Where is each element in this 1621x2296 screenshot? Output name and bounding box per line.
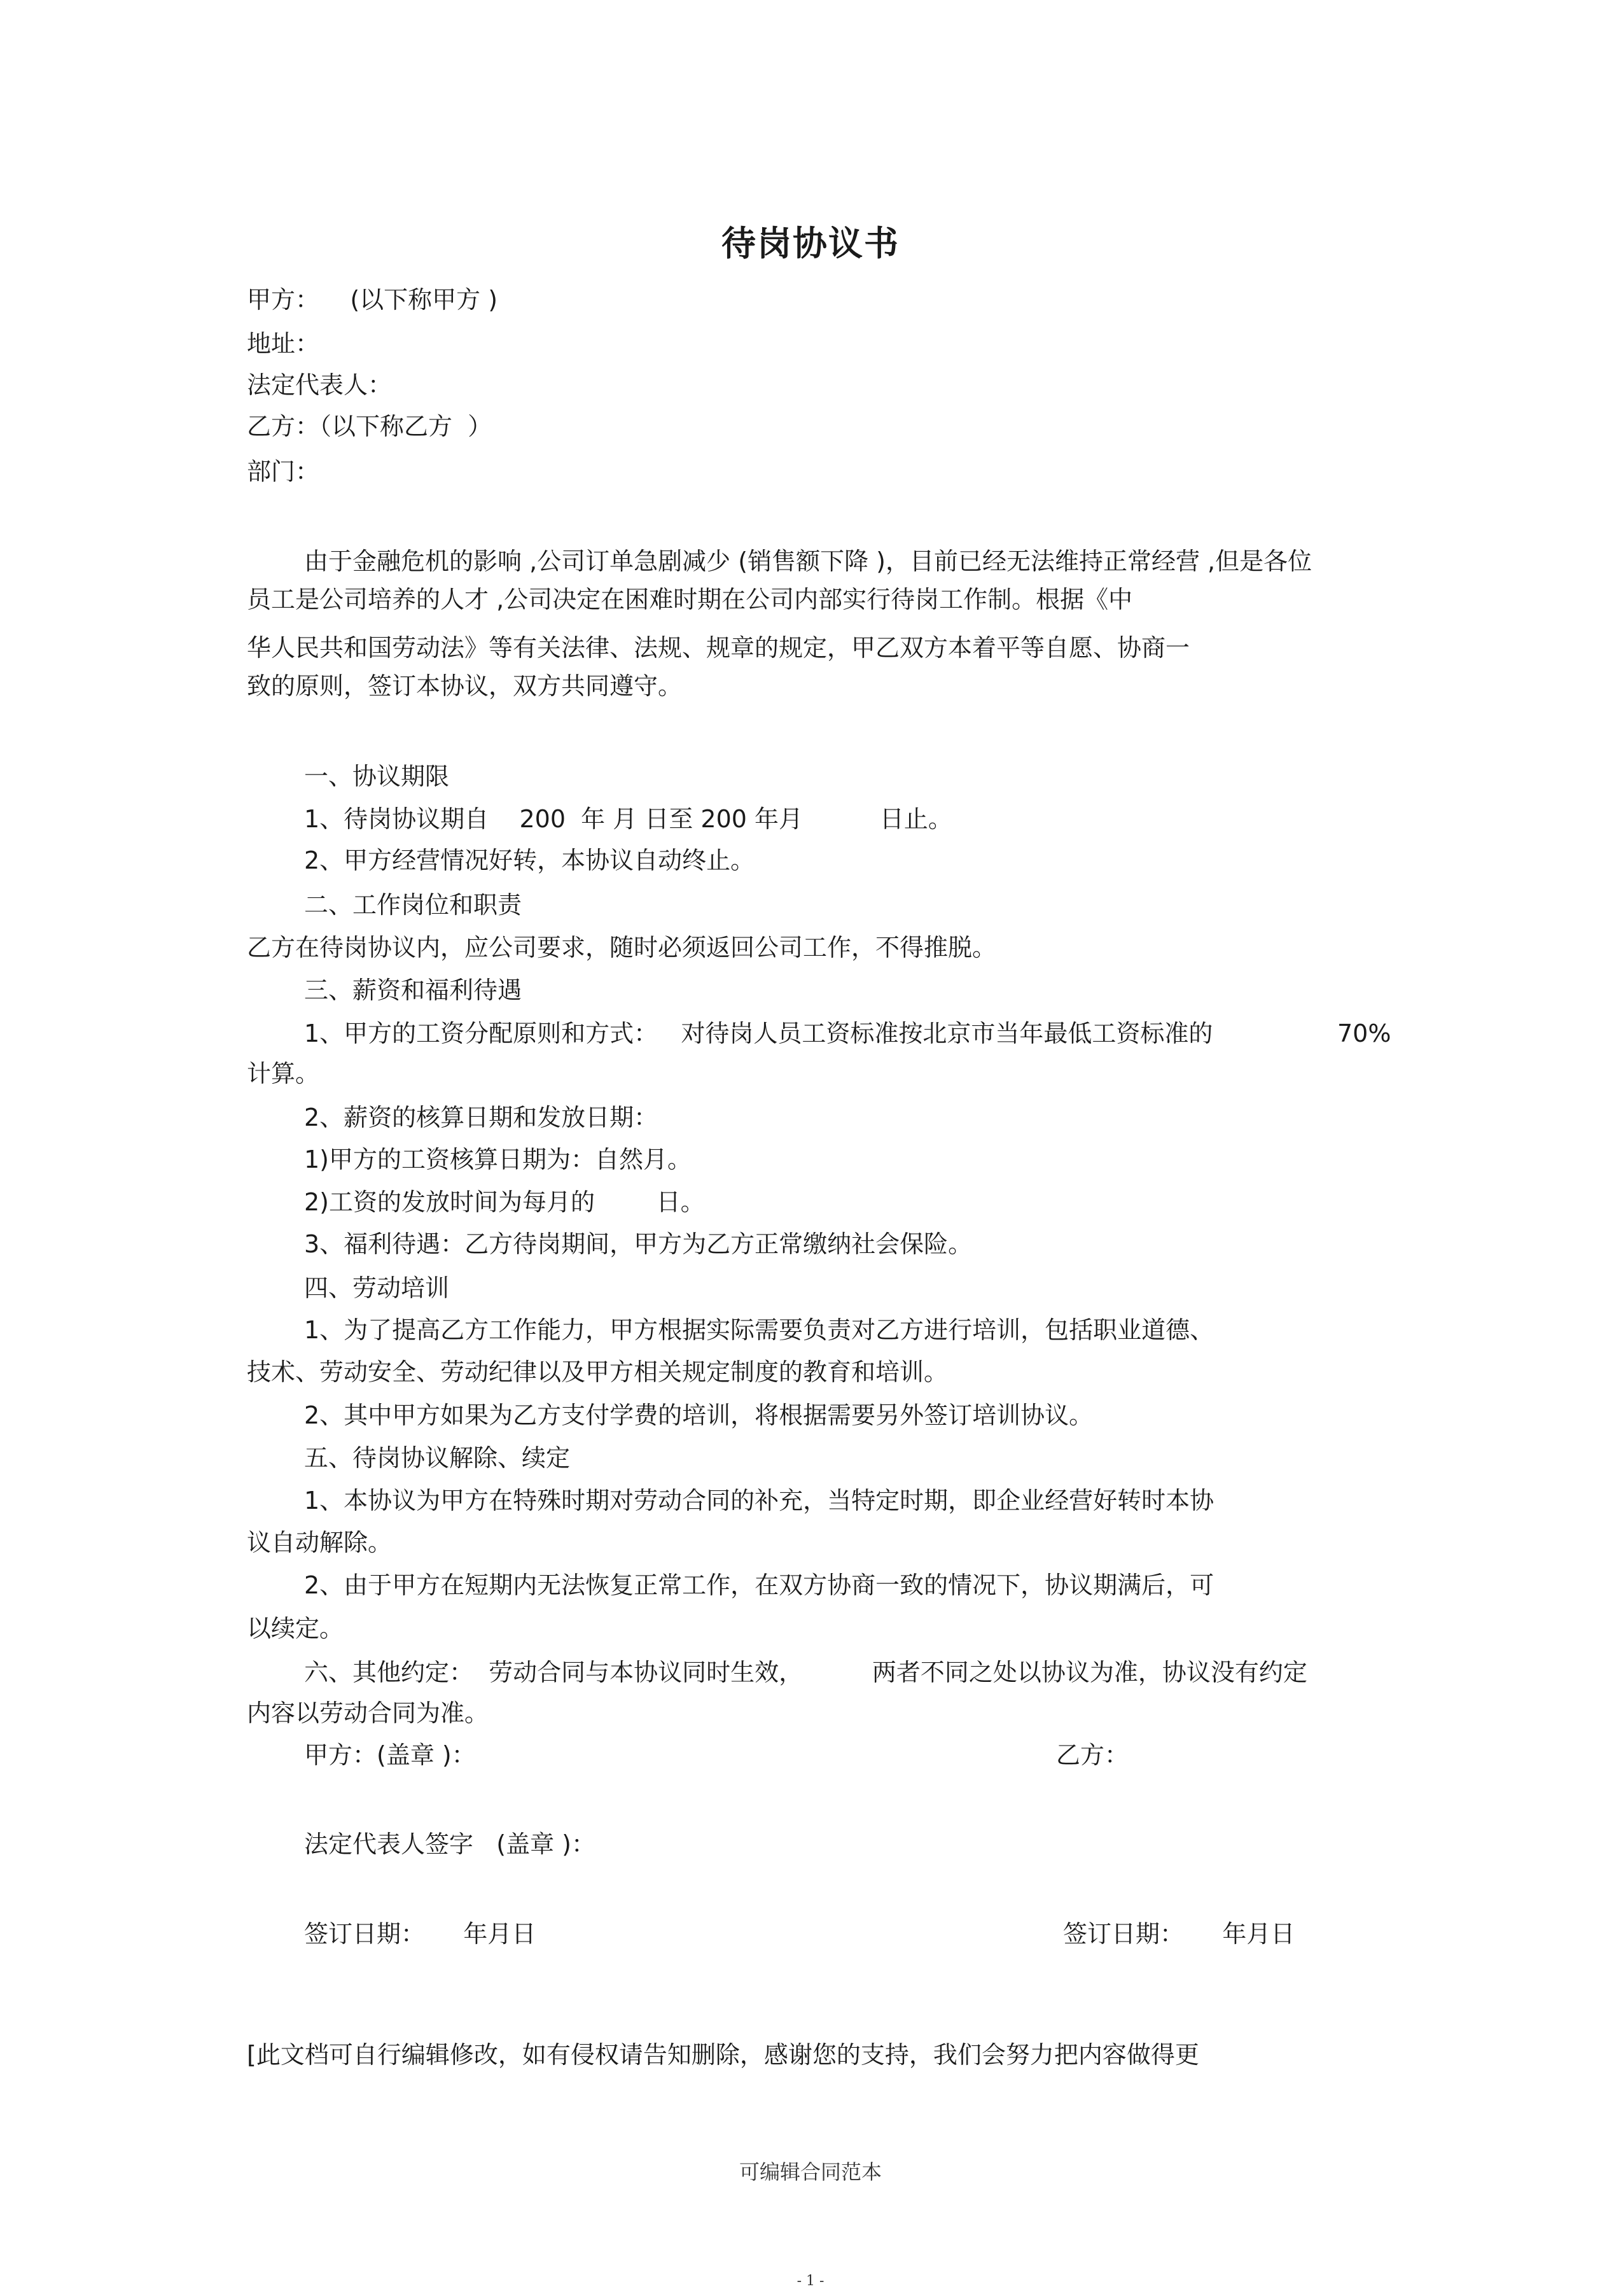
- intro-line-2: 员工是公司培养的人才 ,公司决定在困难时期在公司内部实行待岗工作制。根据《中: [247, 585, 1133, 613]
- section-6-line-a: 六、其他约定： 劳动合同与本协议同时生效， 两者不同之处以协议为准，协议没有约定: [304, 1658, 1307, 1686]
- department-line: 部门：: [247, 458, 320, 486]
- party-a-seal: 甲方：(盖章 )：: [304, 1741, 476, 1769]
- section-5-item-2a: 2、由于甲方在短期内无法恢复正常工作，在双方协商一致的情况下，协议期满后，可: [304, 1571, 1214, 1599]
- section-1-item-1: 1、待岗协议期自 200 年 月 日至 200 年月 日止。: [304, 805, 952, 833]
- section-3-item-3: 3、福利待遇：乙方待岗期间，甲方为乙方正常缴纳社会保险。: [304, 1230, 973, 1258]
- section-3-item-2: 2、薪资的核算日期和发放日期：: [304, 1103, 658, 1131]
- section-5-item-1a: 1、本协议为甲方在特殊时期对劳动合同的补充，当特定时期，即企业经营好转时本协: [304, 1487, 1214, 1515]
- section-3-item-1a: 1、甲方的工资分配原则和方式： 对待岗人员工资标准按北京市当年最低工资标准的: [304, 1019, 1213, 1047]
- sign-date-b: 签订日期： 年月日: [1063, 1920, 1295, 1948]
- party-a-line: 甲方： (以下称甲方 ): [247, 286, 498, 314]
- document-title: 待岗协议书: [721, 223, 900, 263]
- section-4-title: 四、劳动培训: [304, 1274, 450, 1302]
- section-4-item-1a: 1、为了提高乙方工作能力，甲方根据实际需要负责对乙方进行培训，包括职业道德、: [304, 1316, 1214, 1344]
- section-5-item-1b: 议自动解除。: [247, 1529, 393, 1557]
- section-1-item-2: 2、甲方经营情况好转，本协议自动终止。: [304, 846, 755, 874]
- section-3-title: 三、薪资和福利待遇: [304, 976, 522, 1004]
- section-5-item-2b: 以续定。: [247, 1614, 344, 1642]
- section-5-title: 五、待岗协议解除、续定: [304, 1444, 571, 1472]
- legal-rep-line: 法定代表人：: [247, 371, 393, 399]
- sign-date-a: 签订日期： 年月日: [304, 1920, 536, 1948]
- section-3-item-1b: 计算。: [247, 1060, 320, 1088]
- section-3-item-2-1: 1)甲方的工资核算日期为：自然月。: [304, 1145, 692, 1173]
- page-number: - 1 -: [797, 2273, 824, 2289]
- section-3-item-2-2: 2)工资的发放时间为每月的 日。: [304, 1188, 705, 1216]
- section-2-title: 二、工作岗位和职责: [304, 891, 522, 919]
- address-line: 地址：: [247, 330, 320, 358]
- party-b-sign: 乙方：: [1056, 1741, 1129, 1769]
- footer-label: 可编辑合同范本: [739, 2160, 882, 2184]
- section-1-title: 一、协议期限: [304, 762, 450, 790]
- intro-line-1: 由于金融危机的影响 ,公司订单急剧减少 (销售额下降 )，目前已经无法维持正常经营 ,但是各位: [304, 547, 1312, 575]
- legal-rep-signature: 法定代表人签字 (盖章 )：: [304, 1830, 595, 1858]
- intro-line-4: 致的原则，签订本协议，双方共同遵守。: [247, 672, 683, 700]
- section-4-item-2: 2、其中甲方如果为乙方支付学费的培训，将根据需要另外签订培训协议。: [304, 1401, 1094, 1429]
- section-6-line-b: 内容以劳动合同为准。: [247, 1699, 489, 1727]
- section-4-item-1b: 技术、劳动安全、劳动纪律以及甲方相关规定制度的教育和培训。: [247, 1358, 949, 1386]
- intro-line-3: 华人民共和国劳动法》等有关法律、法规、规章的规定，甲乙双方本着平等自愿、协商一: [247, 634, 1190, 662]
- party-b-line: 乙方：（以下称乙方 ）: [247, 412, 492, 440]
- disclaimer-text: [此文档可自行编辑修改，如有侵权请告知删除，感谢您的支持，我们会努力把内容做得更: [247, 2041, 1199, 2069]
- section-2-body: 乙方在待岗协议内，应公司要求，随时必须返回公司工作，不得推脱。: [247, 934, 997, 962]
- section-3-percentage: 70%: [1337, 1019, 1391, 1047]
